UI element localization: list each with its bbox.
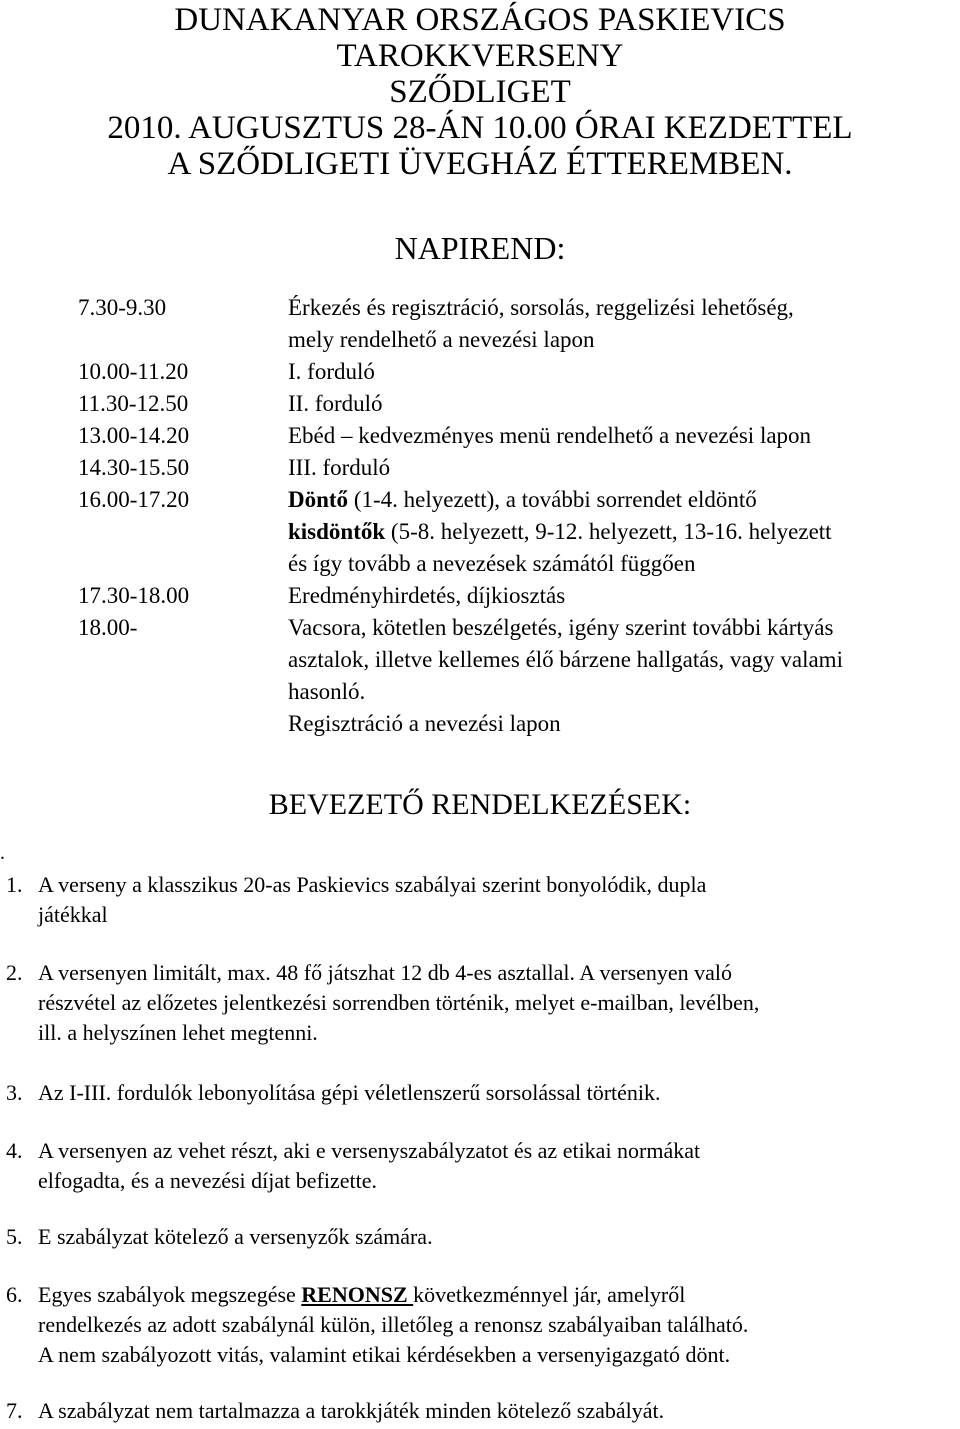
agenda-desc-line: Ebéd – kedvezményes menü rendelhető a nevezési lapon bbox=[288, 423, 812, 448]
agenda-desc-line: Vacsora, kötetlen beszélgetés, igény szerint további kártyás bbox=[288, 615, 834, 640]
rule-item bbox=[6, 870, 956, 930]
agenda-desc-line: Eredményhirdetés, díjkiosztás bbox=[288, 583, 566, 608]
rule-item bbox=[6, 1136, 956, 1196]
stray-dot: . bbox=[0, 842, 5, 864]
title-line-4: 2010. AUGUSZTUS 28-ÁN 10.00 ÓRAI KEZDETTEL bbox=[107, 110, 853, 146]
agenda-time: 17.30-18.00 bbox=[78, 583, 190, 608]
rule-line: rendelkezés az adott szabálynál külön, illetőleg a renonsz szabályaiban található. bbox=[38, 1312, 749, 1337]
agenda-time: 13.00-14.20 bbox=[78, 423, 190, 448]
agenda-desc-line: mely rendelhető a nevezési lapon bbox=[288, 327, 595, 352]
small-final-label: kisdöntők bbox=[288, 519, 386, 544]
agenda-desc-line: Regisztráció a nevezési lapon bbox=[288, 711, 561, 736]
agenda-desc-line bbox=[288, 484, 958, 516]
small-final-text: (5-8. helyezett, 9-12. helyezett, 13-16. helyezett bbox=[385, 519, 832, 544]
rules-title: BEVEZETŐ RENDELKEZÉSEK: bbox=[268, 788, 692, 821]
rule-line: A verseny a klasszikus 20-as Paskievics szabályai szerint bonyolódik, dupla bbox=[38, 872, 707, 897]
rule-number: 6. bbox=[6, 1282, 23, 1307]
agenda-desc bbox=[288, 356, 958, 388]
rule-number: 1. bbox=[6, 872, 23, 897]
rule-number: 7. bbox=[6, 1398, 23, 1423]
title-line-1: DUNAKANYAR ORSZÁGOS PASKIEVICS bbox=[174, 2, 786, 38]
document-title bbox=[0, 2, 960, 182]
rule-line: A szabályzat nem tartalmazza a tarokkjáték minden kötelező szabályát. bbox=[38, 1398, 665, 1423]
rule-line bbox=[6, 1280, 956, 1310]
agenda-time: 10.00-11.20 bbox=[78, 359, 189, 384]
rule-line: Az I-III. fordulók lebonyolítása gépi véletlenszerű sorsolással történik. bbox=[38, 1080, 661, 1105]
rule-item bbox=[6, 958, 956, 1048]
agenda-desc bbox=[288, 292, 958, 356]
agenda-desc-line: II. forduló bbox=[288, 391, 383, 416]
rule-line: A nem szabályozott vitás, valamint etikai kérdésekben a versenyigazgató dönt. bbox=[38, 1342, 731, 1367]
rule-number: 4. bbox=[6, 1138, 23, 1163]
renonsz-term: RENONSZ bbox=[301, 1282, 414, 1307]
title-line-3: SZŐDLIGET bbox=[389, 74, 571, 110]
title-line-2: TAROKKVERSENY bbox=[336, 38, 624, 74]
agenda-desc bbox=[288, 612, 958, 740]
rule-number: 2. bbox=[6, 960, 23, 985]
rule-item bbox=[6, 1222, 956, 1252]
rule-line: elfogadta, és a nevezési díjat befizette. bbox=[38, 1168, 377, 1193]
title-line-5: A SZŐDLIGETI ÜVEGHÁZ ÉTTEREMBEN. bbox=[167, 146, 793, 182]
agenda-desc-line: III. forduló bbox=[288, 455, 391, 480]
agenda-time: 16.00-17.20 bbox=[78, 487, 190, 512]
agenda-desc bbox=[288, 420, 958, 452]
rule-item bbox=[6, 1280, 956, 1370]
agenda-title: NAPIREND: bbox=[394, 230, 566, 266]
agenda-desc-line bbox=[288, 516, 958, 548]
agenda-time: 11.30-12.50 bbox=[78, 391, 189, 416]
agenda-time: 14.30-15.50 bbox=[78, 455, 190, 480]
rule-number: 5. bbox=[6, 1224, 23, 1249]
rule-line: A versenyen az vehet részt, aki e versenyszabályzatot és az etikai normákat bbox=[38, 1138, 701, 1163]
rule-item bbox=[6, 1396, 956, 1426]
agenda-desc bbox=[288, 452, 958, 484]
agenda-desc-line: I. forduló bbox=[288, 359, 375, 384]
agenda-time: 7.30-9.30 bbox=[78, 295, 167, 320]
agenda-desc-line: hasonló. bbox=[288, 679, 366, 704]
agenda-time: 18.00- bbox=[78, 615, 138, 640]
rule-number: 3. bbox=[6, 1080, 23, 1105]
agenda-desc-line: asztalok, illetve kellemes élő bárzene hallgatás, vagy valami bbox=[288, 647, 843, 672]
rule-line: E szabályzat kötelező a versenyzők számára. bbox=[38, 1224, 433, 1249]
rule-text: Egyes szabályok megszegése bbox=[38, 1282, 302, 1307]
agenda-desc-line: Érkezés és regisztráció, sorsolás, reggelizési lehetőség, bbox=[288, 295, 794, 320]
rule-line: ill. a helyszínen lehet megtenni. bbox=[38, 1020, 318, 1045]
agenda-desc bbox=[288, 484, 958, 580]
rule-text: következménnyel jár, amelyről bbox=[413, 1282, 686, 1307]
agenda-desc bbox=[288, 388, 958, 420]
rule-line: részvétel az előzetes jelentkezési sorrendben történik, melyet e-mailban, levélben, bbox=[38, 990, 760, 1015]
rule-line: A versenyen limitált, max. 48 fő játszhat 12 db 4-es asztallal. A versenyen való bbox=[38, 960, 733, 985]
final-text: (1-4. helyezett), a további sorrendet eldöntő bbox=[348, 487, 757, 512]
final-label: Döntő bbox=[288, 487, 349, 512]
rule-item bbox=[6, 1078, 956, 1108]
agenda-desc bbox=[288, 580, 958, 612]
rule-line: játékkal bbox=[38, 902, 108, 927]
agenda-desc-line: és így tovább a nevezések számától függően bbox=[288, 551, 696, 576]
